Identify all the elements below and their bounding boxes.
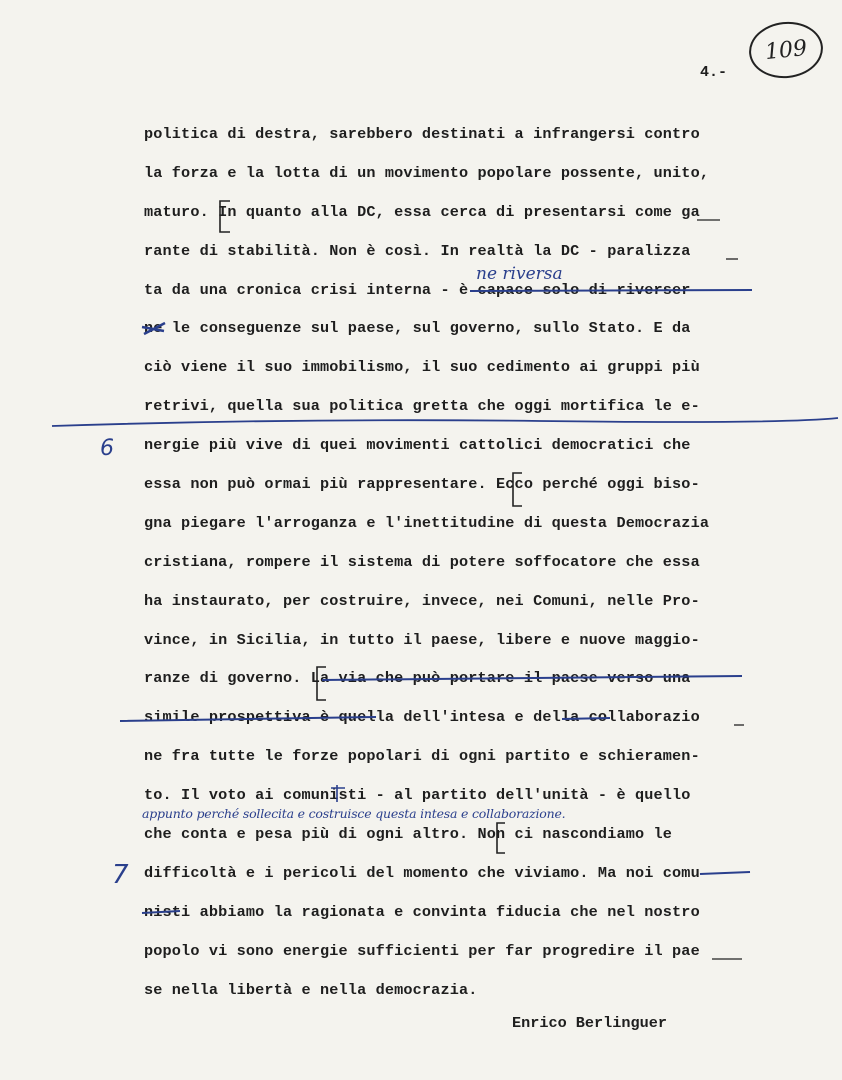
- text-line-21: nisti abbiamo la ragionata e convinta fiducia che nel nostro: [144, 903, 700, 921]
- text-line-17: ne fra tutte le forze popolari di ogni partito e schieramen-: [144, 747, 700, 765]
- text-line-4: rante di stabilità. Non è così. In realtà la DC - paralizza: [144, 242, 691, 260]
- handwritten-insertion-riversa: ne riversa: [476, 264, 563, 284]
- text-line-23: se nella libertà e nella democrazia.: [144, 981, 478, 999]
- text-line-6: ne le conseguenze sul paese, sul governo, sullo Stato. E da: [144, 319, 691, 337]
- text-line-15: ranze di governo. La via che può portare il paese verso una: [144, 669, 691, 687]
- page-number: 4.-: [700, 64, 728, 81]
- text-line-9: nergie più vive di quei movimenti cattolici democratici che: [144, 436, 691, 454]
- text-line-19: che conta e pesa più di ogni altro. Non ci nascondiamo le: [144, 825, 673, 843]
- margin-reference-7: 7: [112, 860, 129, 890]
- text-line-16: simile prospettiva è quella dell'intesa e della collaborazio: [144, 708, 700, 726]
- text-line-1: politica di destra, sarebbero destinati a infrangersi contro: [144, 125, 700, 143]
- handwritten-insertion-appunto: appunto perché sollecita e costruisce questa intesa e collaborazione.: [142, 806, 566, 821]
- text-line-18: to. Il voto ai comunisti - al partito dell'unità - è quello: [144, 786, 691, 804]
- text-line-2: la forza e la lotta di un movimento popolare possente, unito,: [144, 164, 710, 182]
- text-line-8: retrivi, quella sua politica gretta che oggi mortifica le e-: [144, 397, 700, 415]
- circled-page-number: 109: [746, 18, 825, 81]
- text-line-12: cristiana, rompere il sistema di potere soffocatore che essa: [144, 553, 700, 571]
- text-line-10: essa non può ormai più rappresentare. Ecco perché oggi biso-: [144, 475, 700, 493]
- text-line-14: vince, in Sicilia, in tutto il paese, libere e nuove maggio-: [144, 631, 700, 649]
- text-line-13: ha instaurato, per costruire, invece, nei Comuni, nelle Pro-: [144, 592, 700, 610]
- text-line-22: popolo vi sono energie sufficienti per far progredire il pae: [144, 942, 700, 960]
- text-line-3: maturo. In quanto alla DC, essa cerca di presentarsi come ga: [144, 203, 700, 221]
- text-line-20: difficoltà e i pericoli del momento che viviamo. Ma noi comu: [144, 864, 700, 882]
- text-line-11: gna piegare l'arroganza e l'inettitudine di questa Democrazia: [144, 514, 710, 532]
- text-line-5: ta da una cronica crisi interna - è capace solo di riverser: [144, 281, 691, 299]
- text-line-7: ciò viene il suo immobilismo, il suo cedimento ai gruppi più: [144, 358, 700, 376]
- rule-across-line-8: [52, 418, 838, 426]
- signature: Enrico Berlinguer: [512, 1014, 667, 1032]
- margin-reference-6: 6: [100, 436, 114, 461]
